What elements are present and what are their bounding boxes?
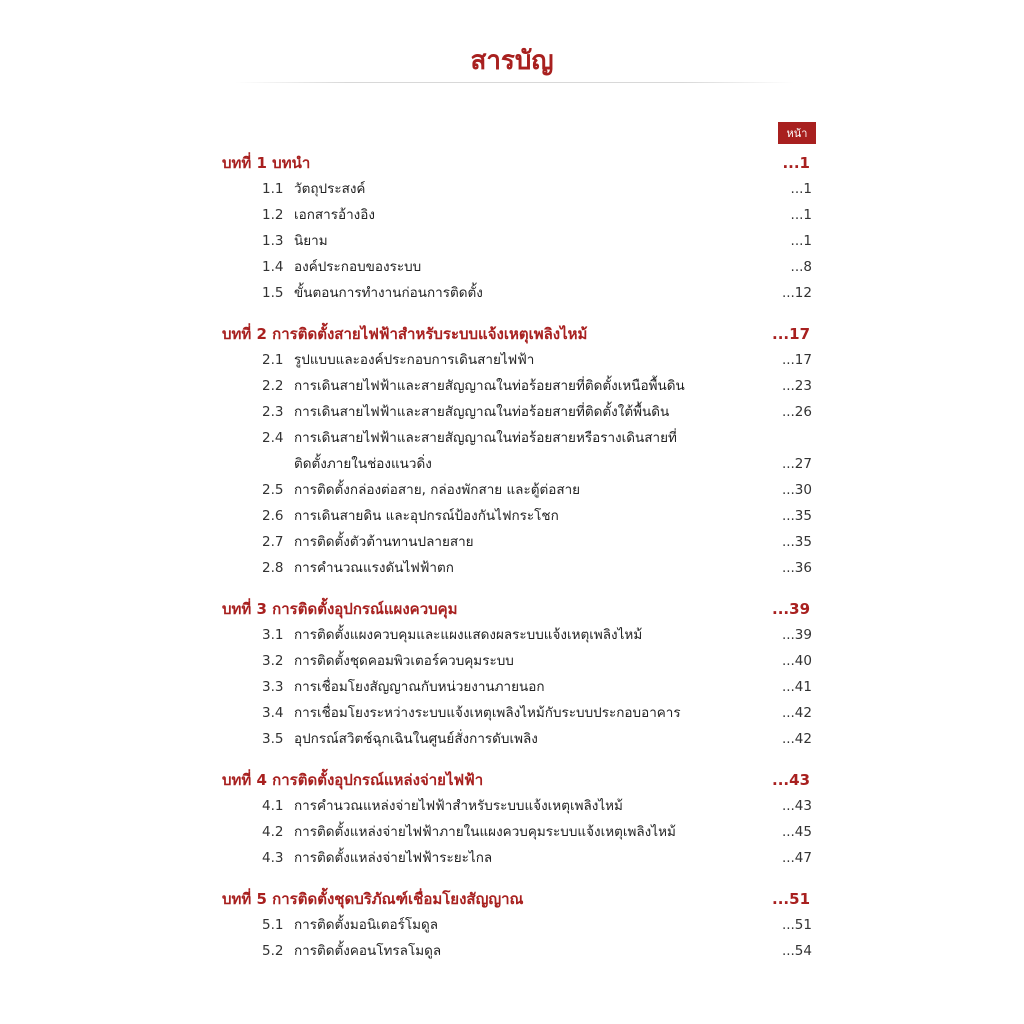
toc-entry[interactable] bbox=[222, 529, 812, 555]
section-title-line: การติดตั้งแหล่งจ่ายไฟฟ้าระยะไกล bbox=[294, 850, 493, 866]
chapter-heading[interactable] bbox=[222, 596, 812, 622]
chapter-page-number: ...43 bbox=[772, 771, 810, 789]
section-page-number: ...36 bbox=[781, 560, 812, 576]
section-title bbox=[294, 845, 766, 871]
section-number: 1.3 bbox=[262, 233, 284, 249]
section-page-number: ...26 bbox=[781, 404, 812, 420]
section-title-line: เอกสารอ้างอิง bbox=[294, 207, 375, 223]
section-title bbox=[294, 912, 766, 938]
section-page-number: ...1 bbox=[790, 181, 812, 197]
toc-entry[interactable] bbox=[222, 819, 812, 845]
toc-entry[interactable] bbox=[222, 700, 812, 726]
section-title bbox=[294, 726, 766, 752]
section-title-line: การติดตั้งคอนโทรลโมดูล bbox=[294, 943, 442, 959]
section-title bbox=[294, 793, 766, 819]
section-title bbox=[294, 819, 766, 845]
section-page-number: ...1 bbox=[790, 207, 812, 223]
section-page-number: ...47 bbox=[781, 850, 812, 866]
section-number: 4.2 bbox=[262, 824, 284, 840]
section-title-line: การคำนวณแรงดันไฟฟ้าตก bbox=[294, 560, 454, 576]
section-number: 5.2 bbox=[262, 943, 284, 959]
section-number: 3.5 bbox=[262, 731, 284, 747]
section-number: 2.6 bbox=[262, 508, 284, 524]
toc-entry[interactable] bbox=[222, 425, 812, 477]
section-title-line: การติดตั้งตัวต้านทานปลายสาย bbox=[294, 534, 474, 550]
section-number: 4.3 bbox=[262, 850, 284, 866]
chapter-page-number: ...39 bbox=[772, 600, 810, 618]
section-number: 1.2 bbox=[262, 207, 284, 223]
section-title-line: การติดตั้งมอนิเตอร์โมดูล bbox=[294, 917, 439, 933]
section-title-line: อุปกรณ์สวิตช์ฉุกเฉินในศูนย์สั่งการดับเพลิง bbox=[294, 731, 538, 747]
section-title bbox=[294, 176, 766, 202]
section-title-line: การเชื่อมโยงสัญญาณกับหน่วยงานภายนอก bbox=[294, 679, 545, 695]
section-page-number: ...12 bbox=[781, 285, 812, 301]
section-number: 3.1 bbox=[262, 627, 284, 643]
section-title bbox=[294, 425, 766, 477]
section-title bbox=[294, 202, 766, 228]
chapter-title: บทที่ 4 การติดตั้งอุปกรณ์แหล่งจ่ายไฟฟ้า bbox=[222, 771, 484, 789]
toc-entry[interactable] bbox=[222, 202, 812, 228]
section-page-number: ...42 bbox=[781, 731, 812, 747]
chapter-title: บทที่ 5 การติดตั้งชุดบริภัณฑ์เชื่อมโยงสัญญาณ bbox=[222, 890, 524, 908]
table-of-contents bbox=[222, 150, 812, 964]
toc-entry[interactable] bbox=[222, 726, 812, 752]
toc-entry[interactable] bbox=[222, 347, 812, 373]
toc-entry[interactable] bbox=[222, 503, 812, 529]
section-title bbox=[294, 529, 766, 555]
section-title-line: ขั้นตอนการทำงานก่อนการติดตั้ง bbox=[294, 285, 483, 301]
toc-entry[interactable] bbox=[222, 674, 812, 700]
section-title-line: การติดตั้งกล่องต่อสาย, กล่องพักสาย และตู้ต่อสาย bbox=[294, 482, 581, 498]
chapter-heading[interactable] bbox=[222, 767, 812, 793]
page-column-label: หน้า bbox=[778, 122, 816, 144]
toc-entry[interactable] bbox=[222, 176, 812, 202]
section-title-line: องค์ประกอบของระบบ bbox=[294, 259, 422, 275]
toc-entry[interactable] bbox=[222, 622, 812, 648]
section-title-line: การเดินสายไฟฟ้าและสายสัญญาณในท่อร้อยสายที่ติดตั้งใต้พื้นดิน bbox=[294, 404, 670, 420]
section-number: 1.5 bbox=[262, 285, 284, 301]
toc-entry[interactable] bbox=[222, 648, 812, 674]
section-title-line: การติดตั้งแหล่งจ่ายไฟฟ้าภายในแผงควบคุมระบบแจ้งเหตุเพลิงไหม้ bbox=[294, 824, 676, 840]
page-title: สารบัญ bbox=[470, 46, 554, 76]
chapter-heading[interactable] bbox=[222, 150, 812, 176]
toc-entry[interactable] bbox=[222, 477, 812, 503]
section-page-number: ...1 bbox=[790, 233, 812, 249]
section-page-number: ...42 bbox=[781, 705, 812, 721]
section-page-number: ...41 bbox=[781, 679, 812, 695]
section-number: 3.2 bbox=[262, 653, 284, 669]
section-page-number: ...27 bbox=[781, 456, 812, 472]
section-page-number: ...40 bbox=[781, 653, 812, 669]
section-title bbox=[294, 622, 766, 648]
toc-entry[interactable] bbox=[222, 280, 812, 306]
chapter-heading[interactable] bbox=[222, 321, 812, 347]
section-title bbox=[294, 254, 766, 280]
section-title-line: รูปแบบและองค์ประกอบการเดินสายไฟฟ้า bbox=[294, 352, 535, 368]
section-title bbox=[294, 347, 766, 373]
section-number: 2.1 bbox=[262, 352, 284, 368]
section-page-number: ...17 bbox=[781, 352, 812, 368]
section-page-number: ...39 bbox=[781, 627, 812, 643]
section-number: 5.1 bbox=[262, 917, 284, 933]
toc-entry[interactable] bbox=[222, 912, 812, 938]
section-title bbox=[294, 674, 766, 700]
toc-entry[interactable] bbox=[222, 845, 812, 871]
section-title-line: การเดินสายไฟฟ้าและสายสัญญาณในท่อร้อยสายที่ติดตั้งเหนือพื้นดิน bbox=[294, 378, 685, 394]
section-number: 2.5 bbox=[262, 482, 284, 498]
section-title-line: การเชื่อมโยงระหว่างระบบแจ้งเหตุเพลิงไหม้กับระบบประกอบอาคาร bbox=[294, 705, 681, 721]
section-title-line: วัตถุประสงค์ bbox=[294, 181, 366, 197]
section-title bbox=[294, 280, 766, 306]
section-title-line: การเดินสายดิน และอุปกรณ์ป้องกันไฟกระโชก bbox=[294, 508, 559, 524]
section-number: 4.1 bbox=[262, 798, 284, 814]
chapter-title: บทที่ 2 การติดตั้งสายไฟฟ้าสำหรับระบบแจ้งเหตุเพลิงไหม้ bbox=[222, 325, 588, 343]
toc-entry[interactable] bbox=[222, 555, 812, 581]
section-page-number: ...35 bbox=[781, 534, 812, 550]
section-page-number: ...45 bbox=[781, 824, 812, 840]
chapter-title: บทที่ 3 การติดตั้งอุปกรณ์แผงควบคุม bbox=[222, 600, 458, 618]
chapter-page-number: ...1 bbox=[782, 154, 810, 172]
section-number: 3.4 bbox=[262, 705, 284, 721]
section-number: 2.7 bbox=[262, 534, 284, 550]
section-title bbox=[294, 477, 766, 503]
section-title-line: การคำนวณแหล่งจ่ายไฟฟ้าสำหรับระบบแจ้งเหตุเพลิงไหม้ bbox=[294, 798, 623, 814]
section-page-number: ...8 bbox=[790, 259, 812, 275]
section-page-number: ...54 bbox=[781, 943, 812, 959]
section-number: 1.1 bbox=[262, 181, 284, 197]
section-number: 1.4 bbox=[262, 259, 284, 275]
section-number: 2.3 bbox=[262, 404, 284, 420]
section-page-number: ...43 bbox=[781, 798, 812, 814]
toc-entry[interactable] bbox=[222, 373, 812, 399]
section-number: 2.2 bbox=[262, 378, 284, 394]
toc-entry[interactable] bbox=[222, 254, 812, 280]
section-page-number: ...35 bbox=[781, 508, 812, 524]
section-title-line: การติดตั้งชุดคอมพิวเตอร์ควบคุมระบบ bbox=[294, 653, 514, 669]
section-number: 2.4 bbox=[262, 430, 284, 446]
section-page-number: ...30 bbox=[781, 482, 812, 498]
title-divider bbox=[235, 82, 795, 83]
toc-entry[interactable] bbox=[222, 938, 812, 964]
section-number: 3.3 bbox=[262, 679, 284, 695]
section-title bbox=[294, 373, 766, 399]
chapter-title: บทที่ 1 บทนำ bbox=[222, 154, 311, 172]
toc-entry[interactable] bbox=[222, 793, 812, 819]
section-title bbox=[294, 503, 766, 529]
section-title bbox=[294, 938, 766, 964]
section-title bbox=[294, 555, 766, 581]
chapter-page-number: ...17 bbox=[772, 325, 810, 343]
section-title-line: การเดินสายไฟฟ้าและสายสัญญาณในท่อร้อยสายหรือรางเดินสายที่ bbox=[294, 430, 677, 446]
section-title-line: การติดตั้งแผงควบคุมและแผงแสดงผลระบบแจ้งเหตุเพลิงไหม้ bbox=[294, 627, 643, 643]
section-number: 2.8 bbox=[262, 560, 284, 576]
section-title bbox=[294, 700, 766, 726]
section-title-line: นิยาม bbox=[294, 233, 328, 249]
section-title bbox=[294, 228, 766, 254]
section-title bbox=[294, 399, 766, 425]
toc-entry[interactable] bbox=[222, 399, 812, 425]
section-title bbox=[294, 648, 766, 674]
toc-entry[interactable] bbox=[222, 228, 812, 254]
chapter-page-number: ...51 bbox=[772, 890, 810, 908]
section-title-line: ติดตั้งภายในช่องแนวดิ่ง bbox=[294, 456, 432, 472]
chapter-heading[interactable] bbox=[222, 886, 812, 912]
section-page-number: ...23 bbox=[781, 378, 812, 394]
section-page-number: ...51 bbox=[781, 917, 812, 933]
